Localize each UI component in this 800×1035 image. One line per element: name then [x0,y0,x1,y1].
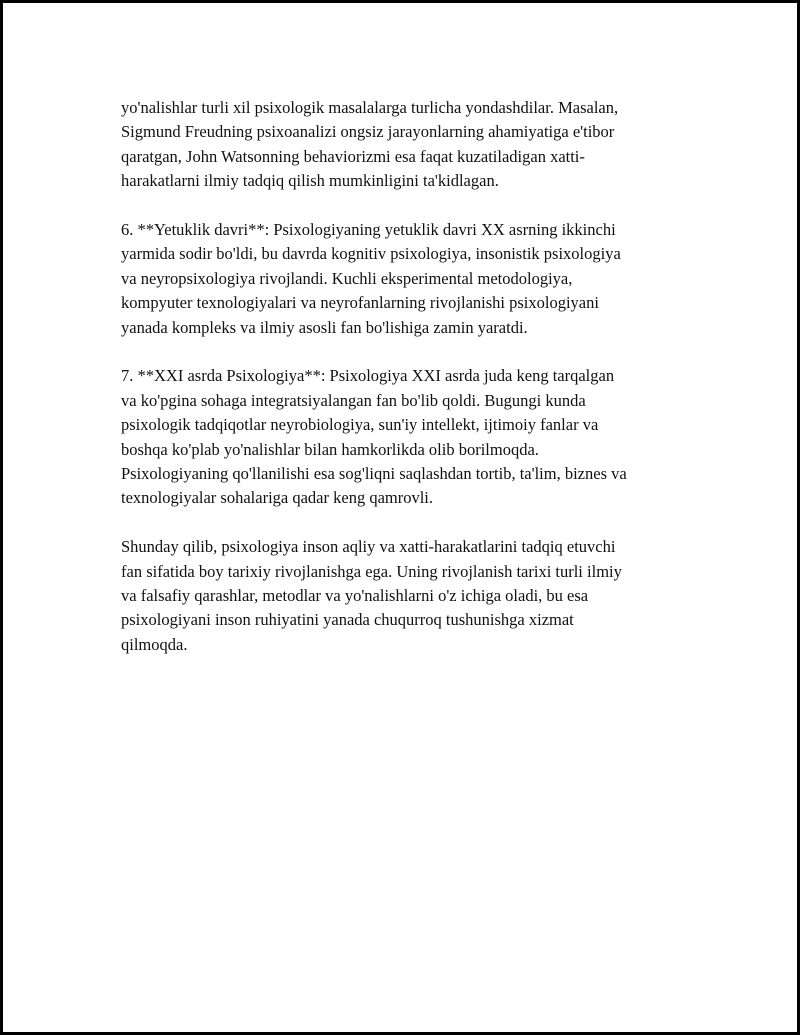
document-body [121,96,693,657]
paragraph-xxi-asrda-psixologiya: 7. **XXI asrda Psixologiya**: Psixologiya XXI asrda juda keng tarqalgan va ko'pgina sohaga integratsiyalangan fan bo'lib qoldi. Bugungi kunda psixologik tadqiqotlar neyrobiologiya, sun'iy intellekt, ijtimoiy fanlar va boshqa ko'plab yo'nalishlar bilan hamkorlikda olib borilmoqda. Psixologiyaning qo'llanilishi esa sog'liqni saqlashdan tortib, ta'lim, biznes va texnologiyalar sohalariga qadar keng qamrovli. [121,366,627,508]
paragraph-continuation: yo'nalishlar turli xil psixologik masalalarga turlicha yondashdilar. Masalan, Sigmund Freudning psixoanalizi ongsiz jarayonlarning ahamiyatiga e'tibor qaratgan, John Watsonning behaviorizmi esa faqat kuzatiladigan xatti- harakatlarni ilmiy tadqiq qilish mumkinligini ta'kidlagan. [121,98,619,191]
paragraph-conclusion: Shunday qilib, psixologiya inson aqliy va xatti-harakatlarini tadqiq etuvchi fan sifatida boy tarixiy rivojlanishga ega. Uning rivojlanish tarixi turli ilmiy va falsafiy qarashlar, metodlar va yo'nalishlarni o'z ichiga oladi, bu esa psixologiyani inson ruhiyatini yanada chuqurroq tushunishga xizmat qilmoqda. [121,537,622,654]
paragraph-yetuklik-davri: 6. **Yetuklik davri**: Psixologiyaning yetuklik davri XX asrning ikkinchi yarmida sodir bo'ldi, bu davrda kognitiv psixologiya, insonistik psixologiya va neyropsixologiya rivojlandi. Kuchli eksperimental metodologiya, kompyuter texnologiyalari va neyrofanlarning rivojlanishi psixologiyani yanada kompleks va ilmiy asosli fan bo'lishiga zamin yaratdi. [121,220,621,337]
